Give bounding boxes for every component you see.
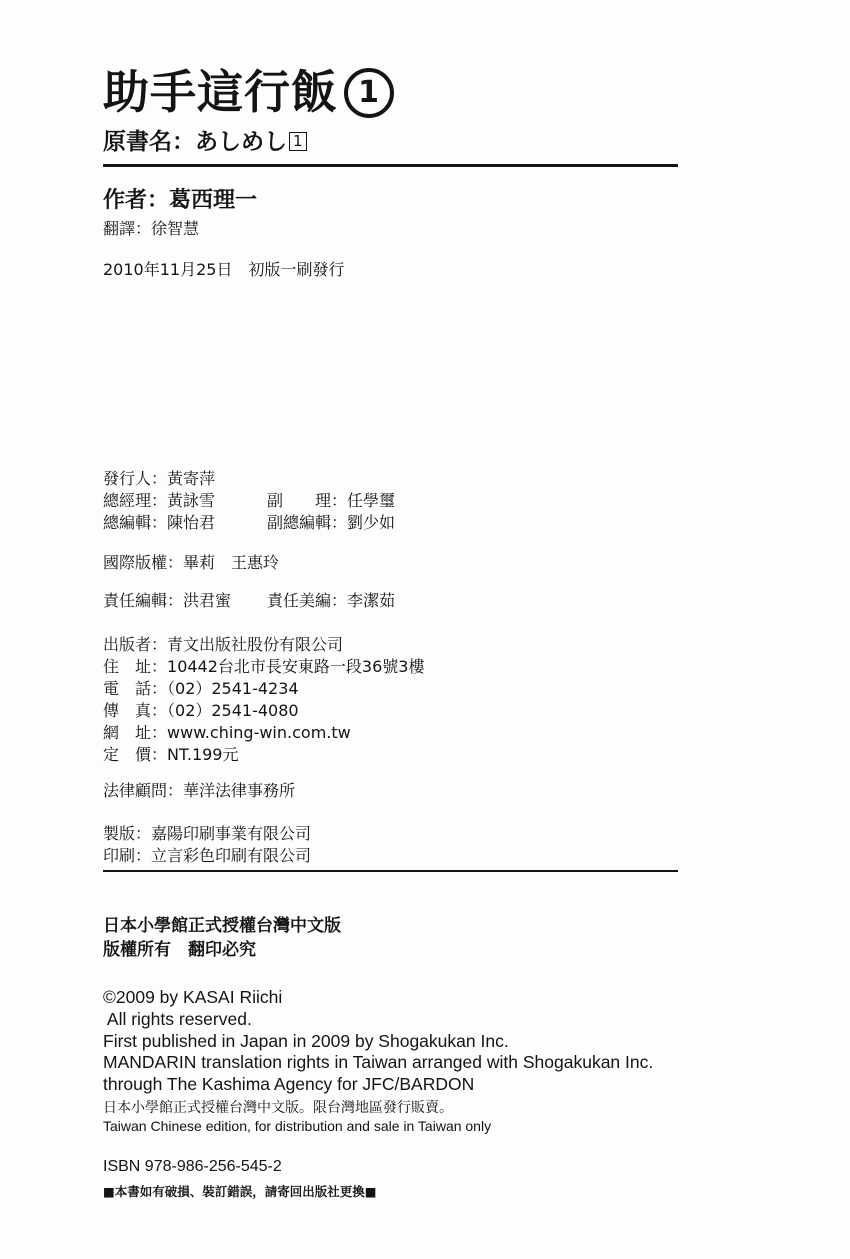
address-row-label: 住 址 (103, 657, 152, 676)
plate-making-line: 製版：嘉陽印刷事業有限公司 (103, 824, 312, 843)
rights-reserved-line: All rights reserved. (103, 1008, 252, 1029)
all-rights-line: 版權所有 翻印必究 (103, 940, 256, 960)
fax-row (103, 700, 424, 722)
book-title (103, 64, 394, 120)
first-published-line: First published in Japan in 2009 by Shogakukan Inc. (103, 1030, 509, 1051)
release-edition: 初版一刷發行 (248, 260, 345, 279)
original-title-label: 原書名： (103, 129, 195, 155)
credit-responsible-editor: 責任編輯：洪君蜜 (103, 591, 232, 610)
header-divider (103, 164, 678, 167)
website-row (103, 722, 424, 744)
address-row-value: ：10442台北市長安東路一段36號3樓 (151, 657, 425, 676)
production-block (103, 823, 311, 867)
volume-circle-badge: 1 (344, 68, 394, 118)
website-row-value: ：www.ching-win.com.tw (151, 723, 351, 742)
distribution-en: Taiwan Chinese edition, for distribution and sale in Taiwan only (103, 1118, 492, 1134)
price-row-label: 定 價 (103, 745, 152, 764)
credit-chief-editor: 總編輯：陳怡君 (103, 513, 216, 532)
phone-row-label: 電 話 (103, 679, 152, 698)
copyright-block (103, 987, 653, 1096)
original-title (103, 127, 307, 157)
translation-rights-line: MANDARIN translation rights in Taiwan arranged with Shogakukan Inc. (103, 1052, 654, 1073)
publisher-row-label: 出版者 (103, 635, 152, 654)
phone-row (103, 678, 424, 700)
credit-responsible-art: 責任美編：李潔茹 (267, 591, 396, 610)
credits-block (103, 468, 395, 612)
price-row-value: ：NT.199元 (151, 745, 239, 764)
credit-deputy-manager: 副 理：任學璽 (267, 491, 396, 510)
phone-row-value: ：（02）2541-4234 (151, 679, 299, 698)
publisher-info (103, 634, 424, 766)
price-row (103, 744, 424, 766)
authorization-line: 日本小學館正式授權台灣中文版 (103, 916, 341, 936)
damage-notice: ■本書如有破損、裝訂錯誤，請寄回出版社更換■ (103, 1184, 377, 1199)
release-date-value: 2010年11月25日 (103, 260, 233, 279)
authorization-block (103, 914, 341, 962)
translator-line: 翻譯：徐智慧 (103, 219, 200, 238)
isbn: ISBN 978-986-256-545-2 (103, 1158, 282, 1175)
original-volume-box: 1 (289, 132, 307, 151)
publisher-row (103, 634, 424, 656)
copyright-line: ©2009 by KASAI Riichi (103, 987, 283, 1007)
footer-divider (103, 870, 678, 872)
credit-intl-rights: 國際版權：畢莉 王惠玲 (103, 553, 280, 572)
fax-row-value: ：（02）2541-4080 (151, 701, 299, 720)
credit-general-manager: 總經理：黃詠雪 (103, 491, 216, 510)
publisher-row-value: ：青文出版社股份有限公司 (151, 635, 344, 654)
release-date (103, 259, 344, 281)
distribution-zh: 日本小學館正式授權台灣中文版。限台灣地區發行販賣。 (103, 1099, 453, 1115)
credit-publisher-person: 發行人：黃寄萍 (103, 469, 216, 488)
fax-row-label: 傳 真 (103, 701, 152, 720)
original-title-name: あしめし (195, 129, 287, 155)
author-line: 作者：葛西理一 (103, 188, 258, 213)
agency-line: through The Kashima Agency for JFC/BARDON (103, 1074, 475, 1095)
website-row-label: 網 址 (103, 723, 152, 742)
book-title-text: 助手這行飯 (103, 65, 338, 119)
address-row (103, 656, 424, 678)
printing-line: 印刷：立言彩色印刷有限公司 (103, 846, 312, 865)
distribution-block (103, 1098, 491, 1136)
credit-deputy-chief-editor: 副總編輯：劉少如 (267, 513, 396, 532)
legal-counsel: 法律顧問：華洋法律事務所 (103, 781, 296, 800)
